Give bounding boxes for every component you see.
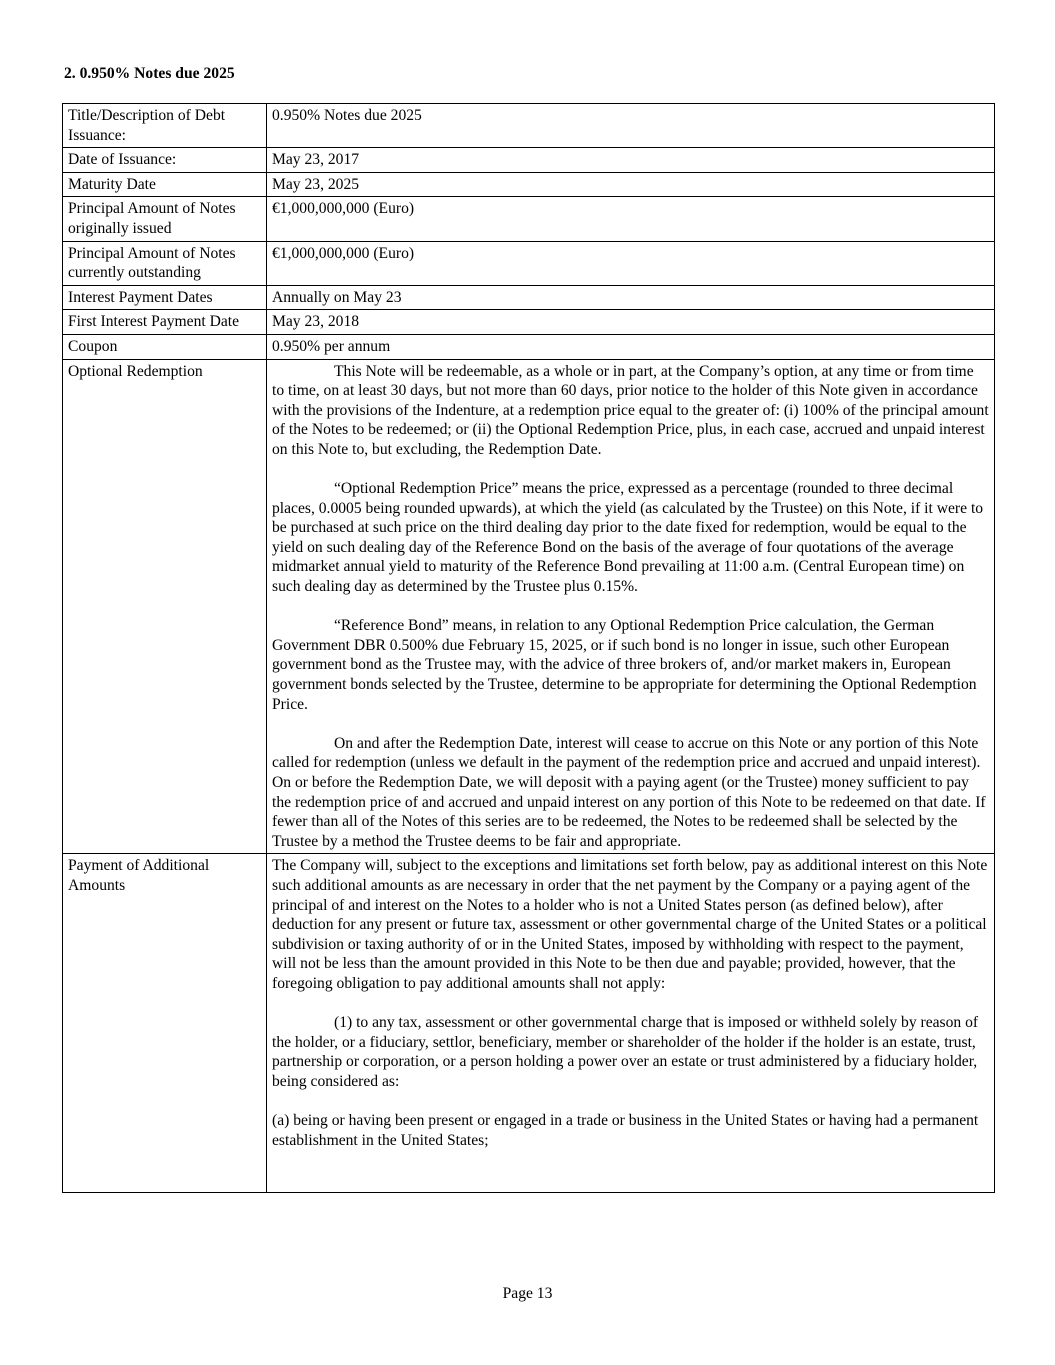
row-value [267,854,995,1193]
row-label: Payment of Additional Amounts [63,854,267,1193]
table-row [63,241,995,285]
row-label: Optional Redemption [63,359,267,854]
table-row [63,104,995,148]
redemption-price-definition: “Optional Redemption Price” means the price, expressed as a percentage (rounded to three decimal places, 0.0005 being rounded upwards), at which the yield (as calculated by the Trustee) on this Note, if it were to be purchased at such price on the third dealing day prior to the date fixed for redemption, would be equal to the yield on such dealing day of the Reference Bond on the basis of the average of four quotations of the average midmarket annual yield to maturity of the Reference Bond prevailing at 11:00 a.m. (Central European time) on such dealing day as determined by the Trustee plus 0.15%. [272,480,984,596]
row-value: 0.950% Notes due 2025 [267,104,995,148]
additional-amounts-paragraph: The Company will, subject to the exceptions and limitations set forth below, pay as additional interest on this Note such additional amounts as are necessary in order that the net payment by the Company or a paying agent of the principal of and interest on the Notes to a holder who is not a United States person (as defined below), after deduction for any present or future tax, assessment or other governmental charge of the United States or a political subdivision or taxing authority of or in the United States, imposed by withholding with respect to the payment, will not be less than the amount provided in this Note to be then due and payable; provided, however, that the foregoing obligation to pay additional amounts shall not apply: [272,857,988,992]
table-row [63,310,995,335]
notes-terms-table [62,103,995,1193]
table-row [63,148,995,173]
row-value: May 23, 2025 [267,172,995,197]
exception-item-1: (1) to any tax, assessment or other governmental charge that is imposed or withheld solely by reason of the holder, or a fiduciary, settlor, beneficiary, member or shareholder of the holder if the holder is an estate, trust, partnership or corporation, or a person holding a power over an estate or trust administered by a fiduciary holder, being considered as: [272,1014,979,1090]
table-row [63,359,995,854]
redemption-paragraph: This Note will be redeemable, as a whole or in part, at the Company’s option, at any time or from time to time, on at least 30 days, but not more than 60 days, prior notice to the holder of this Note given in accordance with the provisions of the Indenture, at a redemption price equal to the greater of: (i) 100% of the principal amount of the Notes to be redeemed; or (ii) the Optional Redemption Price, plus, in each case, accrued and unpaid interest on this Note to, but excluding, the Redemption Date. [272,362,989,458]
row-value: May 23, 2018 [267,310,995,335]
row-label: First Interest Payment Date [63,310,267,335]
table-row [63,197,995,241]
table-row [63,854,995,1193]
table-row [63,285,995,310]
row-value: €1,000,000,000 (Euro) [267,241,995,285]
table-row [63,334,995,359]
row-value: Annually on May 23 [267,285,995,310]
row-label: Principal Amount of Notes originally issued [63,197,267,241]
row-label: Coupon [63,334,267,359]
redemption-date-paragraph: On and after the Redemption Date, interest will cease to accrue on this Note or any portion of this Note called for redemption (unless we default in the payment of the redemption price and accrued and unpaid interest). On or before the Redemption Date, we will deposit with a paying agent (or the Trustee) money sufficient to pay the redemption price of and accrued and unpaid interest on any portion of this Note to be redeemed on that date. If fewer than all of the Notes of this series are to be redeemed, the Notes to be redeemed shall be selected by the Trustee by a method the Trustee deems to be fair and appropriate. [272,734,986,850]
row-value: 0.950% per annum [267,334,995,359]
exception-subitem-a: (a) being or having been present or engaged in a trade or business in the United States or having had a permanent establishment in the United States; [272,1112,979,1149]
row-label: Title/Description of Debt Issuance: [63,104,267,148]
page-number: Page 13 [502,1285,553,1302]
table-row [63,172,995,197]
row-label: Principal Amount of Notes currently outstanding [63,241,267,285]
row-value [267,359,995,854]
row-value: €1,000,000,000 (Euro) [267,197,995,241]
row-label: Date of Issuance: [63,148,267,173]
row-value: May 23, 2017 [267,148,995,173]
row-label: Interest Payment Dates [63,285,267,310]
reference-bond-definition: “Reference Bond” means, in relation to any Optional Redemption Price calculation, the German Government DBR 0.500% due February 15, 2025, or if such bond is no longer in issue, such other European government bond as the Trustee may, with the advice of three brokers of, and/or market makers in, European government bonds selected by the Trustee, determine to be appropriate for determining the Optional Redemption Price. [272,617,977,713]
section-heading: 2. 0.950% Notes due 2025 [64,65,235,82]
row-label: Maturity Date [63,172,267,197]
